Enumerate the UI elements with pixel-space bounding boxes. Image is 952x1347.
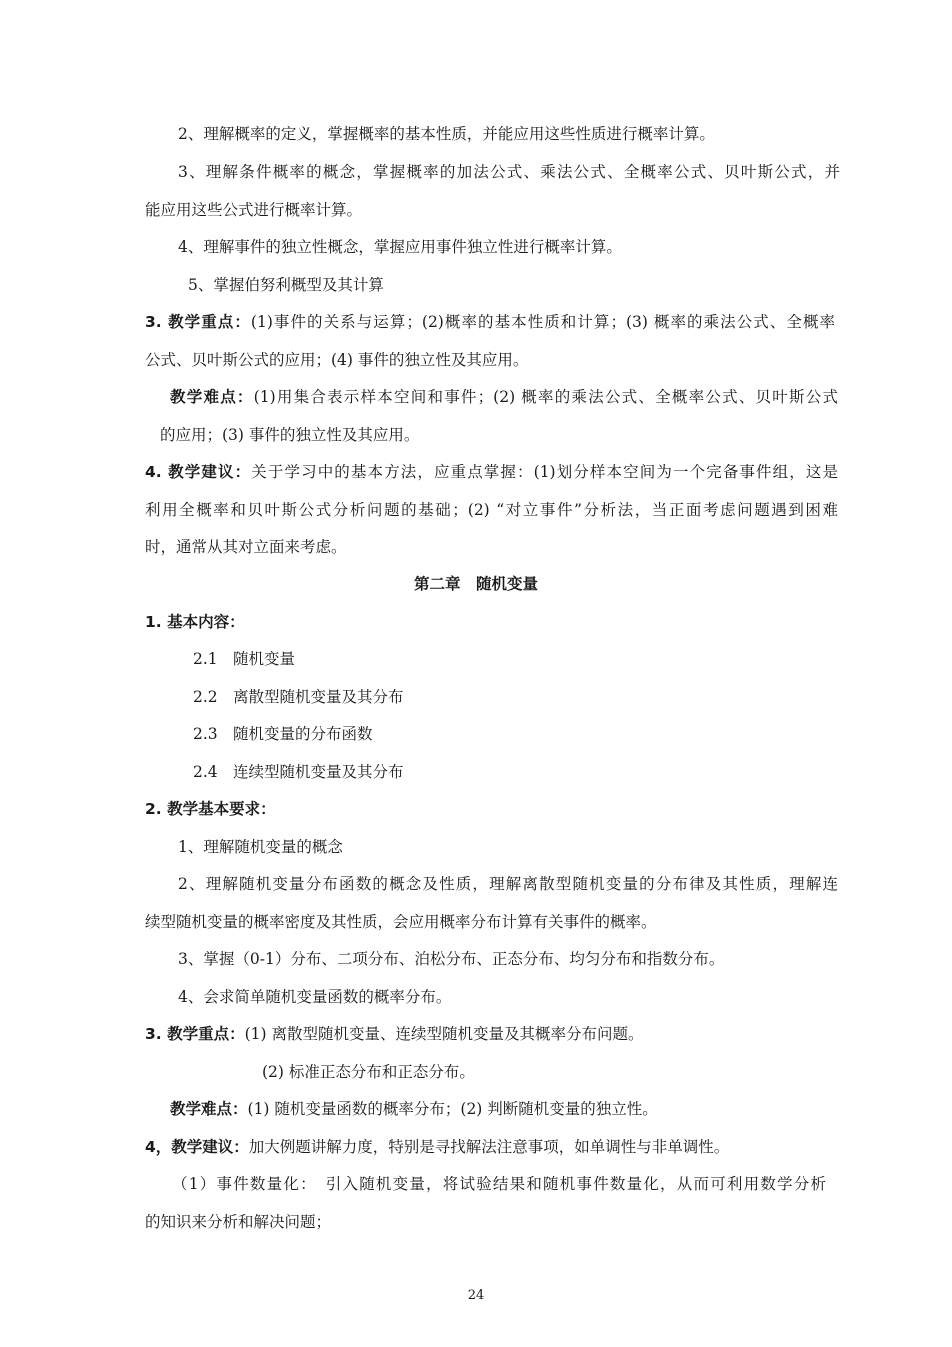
teaching-focus-text: (1) 离散型随机变量、连续型随机变量及其概率分布问题。	[244, 1025, 644, 1043]
teaching-difficulty	[170, 1098, 658, 1120]
section-number: 2.3	[193, 725, 218, 743]
requirement-item-2: 2、理解概率的定义，掌握概率的基本性质，并能应用这些性质进行概率计算。	[178, 125, 715, 143]
teaching-advice-cont-2: 时，通常从其对立面来考虑。	[145, 538, 347, 556]
section-item	[193, 723, 373, 745]
teaching-advice-item: （1）事件数量化： 引入随机变量，将试验结果和随机事件数量化，从而可利用数学分析	[172, 1175, 826, 1193]
section-number: 2.1	[193, 650, 218, 668]
teaching-advice-label: 4. 教学建议：	[145, 463, 252, 481]
chapter-title: 第二章 随机变量	[413, 575, 538, 593]
teaching-difficulty	[170, 386, 838, 408]
teaching-advice	[145, 1136, 729, 1158]
teaching-focus	[145, 311, 835, 333]
section-title: 随机变量的分布函数	[233, 725, 373, 743]
teaching-focus-label: 3. 教学重点：	[145, 313, 251, 331]
requirement-item-5: 5、掌握伯努利概型及其计算	[188, 276, 384, 294]
requirement-item-3: 3、理解条件概率的概念，掌握概率的加法公式、乘法公式、全概率公式、贝叶斯公式，并	[178, 163, 840, 181]
requirement-item-2-cont: 续型随机变量的概率密度及其性质，会应用概率分布计算有关事件的概率。	[145, 913, 657, 931]
teaching-difficulty-label: 教学难点：	[170, 388, 254, 406]
basic-content-label: 1. 基本内容：	[145, 613, 245, 631]
requirement-item-3-cont: 能应用这些公式进行概率计算。	[145, 201, 363, 219]
requirement-item-4: 4、理解事件的独立性概念，掌握应用事件独立性进行概率计算。	[178, 238, 622, 256]
section-title: 随机变量	[233, 650, 296, 668]
teaching-difficulty-cont: 的应用；(3) 事件的独立性及其应用。	[160, 426, 420, 444]
teaching-focus-2: (2) 标准正态分布和正态分布。	[262, 1063, 475, 1081]
teaching-advice-text: 关于学习中的基本方法，应重点掌握：(1)划分样本空间为一个完备事件组，这是	[251, 463, 838, 481]
teaching-difficulty-text: (1)用集合表示样本空间和事件；(2) 概率的乘法公式、全概率公式、贝叶斯公式	[253, 388, 838, 406]
section-title: 离散型随机变量及其分布	[233, 688, 404, 706]
section-item	[193, 648, 295, 670]
section-item	[193, 761, 404, 783]
teaching-difficulty-label: 教学难点：	[170, 1100, 248, 1118]
requirement-item-1: 1、理解随机变量的概念	[178, 838, 343, 856]
section-number: 2.2	[193, 688, 218, 706]
teaching-difficulty-text: (1) 随机变量函数的概率分布；(2) 判断随机变量的独立性。	[247, 1100, 658, 1118]
teaching-focus-text: (1)事件的关系与运算；(2)概率的基本性质和计算；(3) 概率的乘法公式、全概率	[250, 313, 835, 331]
teaching-advice-item-cont: 的知识来分析和解决问题；	[145, 1213, 332, 1231]
teaching-advice-label: 4，教学建议：	[145, 1138, 249, 1156]
teaching-focus-label: 3. 教学重点：	[145, 1025, 245, 1043]
page-number: 24	[467, 1288, 485, 1303]
requirement-item-4: 4、会求简单随机变量函数的概率分布。	[178, 988, 452, 1006]
section-title: 连续型随机变量及其分布	[233, 763, 404, 781]
teaching-focus-cont: 公式、贝叶斯公式的应用；(4) 事件的独立性及其应用。	[145, 351, 529, 369]
section-number: 2.4	[193, 763, 218, 781]
basic-requirements-label: 2. 教学基本要求：	[145, 800, 276, 818]
teaching-advice	[145, 461, 838, 483]
section-item	[193, 686, 404, 708]
teaching-advice-cont: 利用全概率和贝叶斯公式分析问题的基础；(2) “对立事件”分析法，当正面考虑问题遇到困难	[145, 501, 838, 519]
requirement-item-3: 3、掌握（0-1）分布、二项分布、泊松分布、正态分布、均匀分布和指数分布。	[178, 950, 725, 968]
requirement-item-2: 2、理解随机变量分布函数的概念及性质，理解离散型随机变量的分布律及其性质，理解连	[178, 875, 838, 893]
teaching-focus	[145, 1023, 643, 1045]
teaching-advice-text: 加大例题讲解力度，特别是寻找解法注意事项，如单调性与非单调性。	[248, 1138, 730, 1156]
